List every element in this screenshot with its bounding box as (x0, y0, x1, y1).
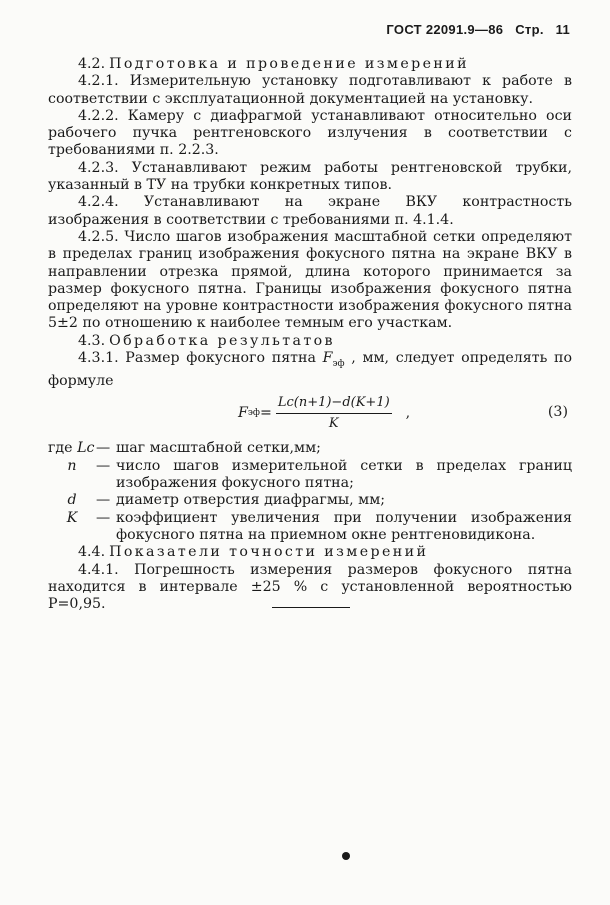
formula-equals: = (259, 404, 272, 421)
paragraph-4-2-4: 4.2.4. Устанавливают на экране ВКУ контрастность изображения в соответствии с требованиями п. 4.1.4. (48, 194, 572, 228)
definitions-list (48, 440, 572, 544)
symbol-lc: Lc (77, 440, 95, 457)
formula-numerator: Lc(n+1)−d(K+1) (276, 394, 392, 413)
standard-number: ГОСТ 22091.9—86 (386, 22, 504, 37)
definition-text: коэффициент увеличения при получении изображения фокусного пятна на приемном окне рентгеновидикона. (116, 509, 572, 543)
formula-3 (48, 392, 572, 436)
section-heading-4-2: 4.2. Подготовка и проведение измерений (78, 56, 469, 72)
definition-item: d — диаметр отверстия диафрагмы, мм; (48, 492, 572, 509)
definitions-lead: где (48, 440, 73, 457)
definition-text: шаг масштабной сетки,мм; (116, 440, 321, 457)
paragraph-4-2-2: 4.2.2. Камеру с диафрагмой устанавливают относительно оси рабочего пучка рентгеновского излучения в соответствии с требованиями п. 2.2.3. (48, 107, 572, 159)
definition-item: n — число шагов измерительной сетки в пределах границ изображения фокусного пятна; (48, 458, 572, 493)
paragraph-4-4-1: 4.4.1. Погрешность измерения размеров фокусного пятна находится в интервале ±25 % с установленной вероятностью P=0,95. (48, 561, 572, 613)
paragraph-4-2-1: 4.2.1. Измерительную установку подготавливают к работе в соответствии с эксплуатационной документацией на установку. (48, 73, 572, 107)
definition-text: диаметр отверстия диафрагмы, мм; (116, 492, 386, 509)
formula-expression (238, 394, 410, 432)
document-body (48, 56, 572, 613)
symbol-n: n (67, 457, 77, 474)
paragraph-4-2-3: 4.2.3. Устанавливают режим работы рентгеновской трубки, указанный в ТУ на трубки конкретных типов. (48, 159, 572, 194)
page-label: Стр. (515, 22, 544, 37)
symbol-k: K (66, 509, 78, 526)
formula-lhs: F (238, 404, 248, 421)
paragraph-4-2-5: 4.2.5. Число шагов изображения масштабной сетки определяют в пределах границ изображения фокусного пятна на экране ВКУ в направлении отрезка прямой, длина которого принимается за размер фокусного пятна. Границы изображения фокусного пятна определяют на уровне контрастности изображения фокусного пятна 5±2 по отношению к наиболее темным его участкам. (48, 228, 572, 332)
formula-lhs-sub: эф (247, 407, 260, 418)
formula-comma: , (405, 404, 411, 421)
page-header (378, 22, 570, 37)
formula-number: (3) (547, 404, 568, 421)
symbol-d: d (67, 492, 77, 509)
paragraph-4-3-1: 4.3.1. Размер фокусного пятна $F_{эф}$ , мм, следует определять по формуле (48, 350, 572, 390)
page-number: 11 (555, 22, 570, 37)
end-rule (272, 607, 350, 608)
section-heading-4-3: 4.3. Обработка результатов (78, 332, 335, 349)
formula-denominator: K (328, 415, 339, 431)
definition-item: где Lc — шаг масштабной сетки,мм; (48, 440, 572, 457)
definition-text: число шагов измерительной сетки в пределах границ изображения фокусного пятна; (116, 457, 572, 492)
ink-dot (342, 852, 350, 860)
formula-fraction (276, 394, 392, 432)
section-heading-4-4: 4.4. Показатели точности измерений (78, 544, 429, 561)
definition-item: K — коэффициент увеличения при получении изображения фокусного пятна на приемном окне рентгеновидикона. (48, 510, 572, 545)
